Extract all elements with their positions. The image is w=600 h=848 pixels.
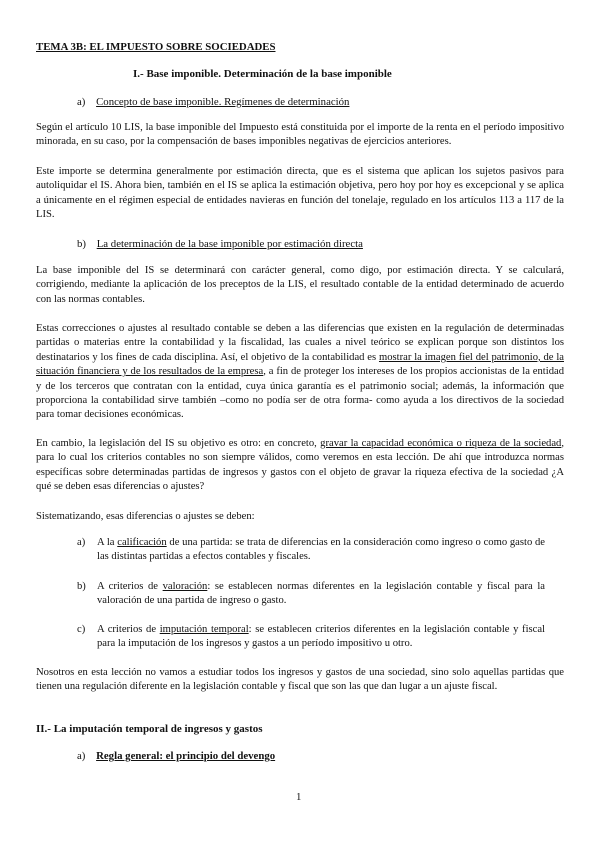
paragraph-5 bbox=[36, 437, 564, 495]
list-item bbox=[77, 536, 567, 566]
paragraph-5-text-a: En cambio, la legislación del IS su objetivo es otro: en concreto, bbox=[36, 438, 321, 449]
paragraph-1: Según el artículo 10 LIS, la base imponible del Impuesto está constituida por el importe de la renta en el período impositivo minorada, en su caso, por la compensación de bases imponibles negativas de ejercicios anteriores. bbox=[36, 122, 564, 148]
list-item-text: A criterios de valoración: se establecen normas diferentes en la legislación contable y fiscal para la valoración de una partida de ingreso o gasto. bbox=[97, 581, 545, 607]
paragraph-6: Sistematizando, esas diferencias o ajustes se deben: bbox=[36, 511, 255, 522]
paragraph-7: Nosotros en esta lección no vamos a estudiar todos los ingresos y gastos de una sociedad, sino solo aquellas partidas que tienen una regulación diferente en la legislación contable y fiscal que son las que dan lugar a un ajuste fiscal. bbox=[36, 667, 564, 693]
subheading-b bbox=[77, 237, 363, 251]
subheading-c-marker: a) bbox=[77, 750, 86, 762]
list-item-text: A criterios de imputación temporal: se establecen criterios diferentes en la legislación contable y fiscal para la imputación de los ingresos y gastos a un período impositivo u otro. bbox=[97, 624, 545, 650]
paragraph-2: Este importe se determina generalmente por estimación directa, que es el sistema que aplican los sujetos pasivos para autoliquidar el IS. Ahora bien, también en el IS se aplica la estimación objetiva, pero hoy por hoy es excepcional y se aplica a únicamente en el régimen especial de entidades navieras en función del tonelaje, regulado en los artículos 113 a 117 de la LIS. bbox=[36, 166, 564, 221]
paragraph-4-text-a: Estas correcciones o ajustes al resultado contable se deben a las diferencias que existen en la regulación de determinadas partidas o materias entre la contabilidad y la fiscalidad, las cuales a nivel teórico se explican porque son distintos los destinatarios y los fines de cada disciplina. Así, el objetivo de la contabilidad es bbox=[36, 323, 564, 363]
document-title: TEMA 3B: EL IMPUESTO SOBRE SOCIEDADES bbox=[36, 41, 276, 53]
paragraph-5-text-b: , para lo cual los criterios contables no son siempre válidos, como veremos en esta lección. De ahí que introduzca normas específicas sobre determinadas partidas de ingresos y gastos con el objeto de gravar la riqueza efectiva de la sociedad ¿A qué se deben esas diferencias o ajustes? bbox=[36, 438, 564, 493]
list-item bbox=[77, 580, 567, 610]
list-item-marker: b) bbox=[77, 581, 86, 592]
list-item-marker: a) bbox=[77, 537, 86, 548]
subheading-c bbox=[77, 749, 275, 763]
paragraph-4-text-b: , a fin de proteger los intereses de los propios accionistas de la entidad y de los terceros que contratan con la entidad, cuya única garantía es el patrimonio social; además, la información que proporciona la contabilidad sirve también –como no podía ser de otra forma- como ayuda a los directivos de la sociedad para tomar decisiones económicas. bbox=[36, 366, 564, 421]
subheading-a-text: Concepto de base imponible. Regímenes de determinación bbox=[96, 96, 350, 108]
paragraph-4-underlined: mostrar la imagen fiel del patrimonio, de la situación financiera y de los resultados de la empresa bbox=[36, 351, 564, 378]
page-number: 1 bbox=[296, 791, 302, 803]
subheading-b-text: La determinación de la base imponible por estimación directa bbox=[96, 238, 363, 250]
paragraph-4 bbox=[36, 322, 564, 423]
subheading-c-text: Regla general: el principio del devengo bbox=[96, 750, 276, 762]
section-1-heading: I.- Base imponible. Determinación de la base imponible bbox=[133, 68, 392, 80]
paragraph-5-underlined: gravar la capacidad económica o riqueza de la sociedad bbox=[320, 438, 562, 449]
subheading-a-marker: a) bbox=[77, 96, 86, 108]
paragraph-3: La base imponible del IS se determinará con carácter general, como digo, por estimación directa. Y se calculará, corrigiendo, mediante la aplicación de los preceptos de la LIS, el resultado contable de la entidad determinado de acuerdo con las normas contables. bbox=[36, 265, 564, 305]
list-item bbox=[77, 623, 567, 653]
list-item-marker: c) bbox=[77, 624, 86, 635]
section-2-heading: II.- La imputación temporal de ingresos y gastos bbox=[36, 723, 263, 735]
list-item-text: A la calificación de una partida: se trata de diferencias en la consideración como ingreso o como gasto de las distintas partidas a efectos contables y fiscales. bbox=[97, 537, 545, 563]
subheading-a bbox=[77, 95, 349, 109]
subheading-b-marker: b) bbox=[77, 238, 86, 250]
